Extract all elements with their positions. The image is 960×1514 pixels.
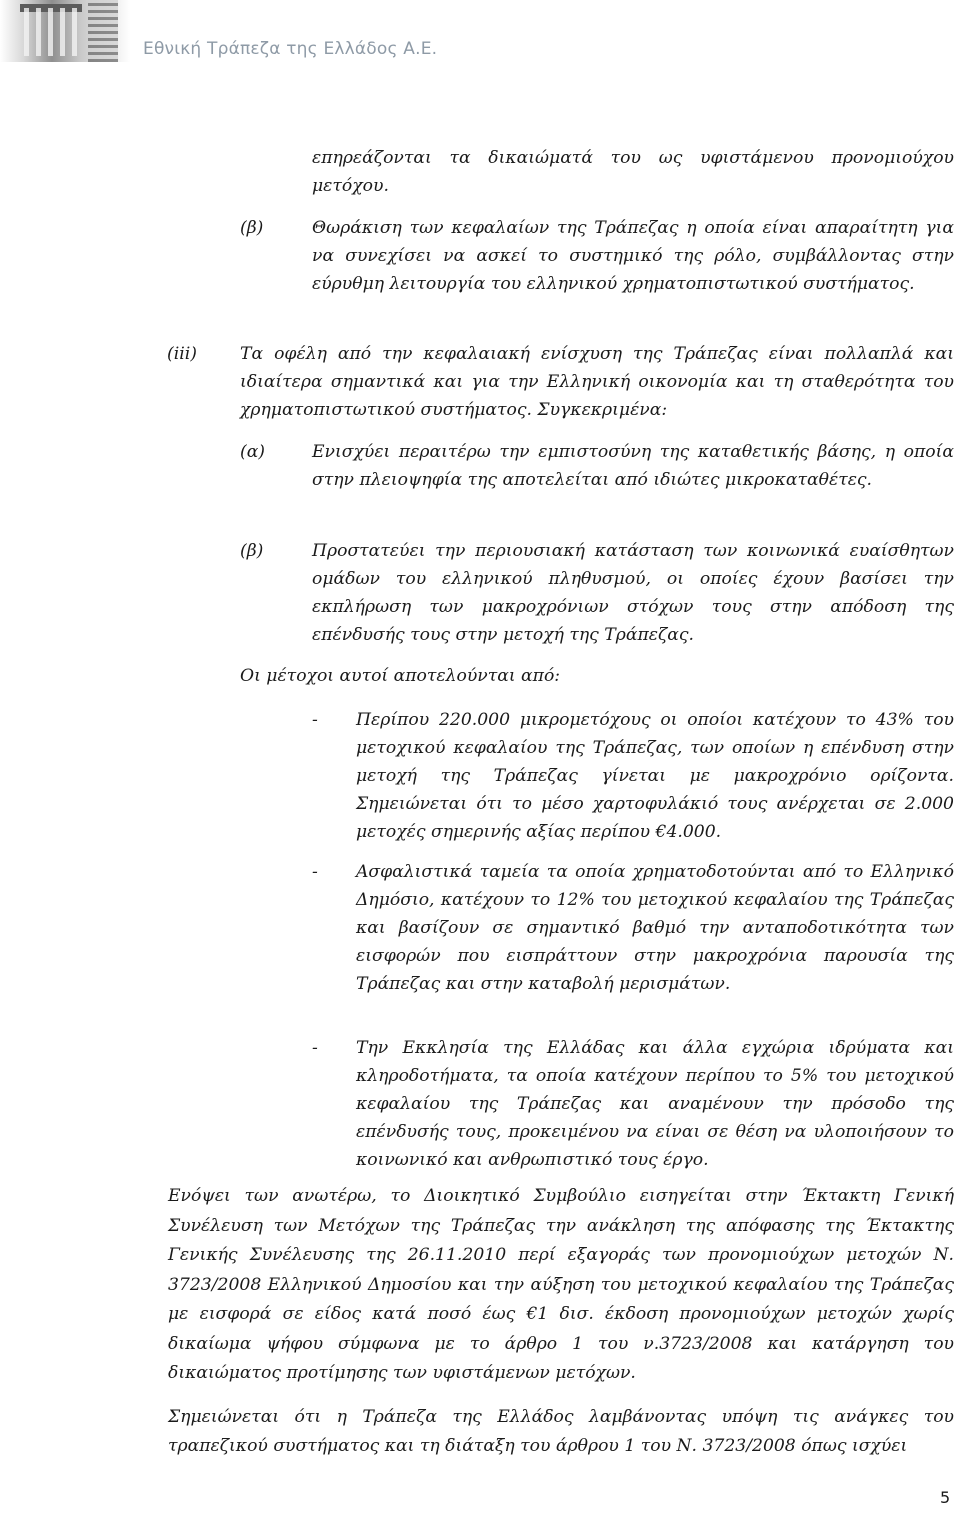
item-label-b1: (β) xyxy=(240,218,264,238)
item-label-a2: (α) xyxy=(240,442,266,462)
dash-marker-1: - xyxy=(312,710,318,730)
dash-marker-3: - xyxy=(312,1038,318,1058)
dash-marker-2: - xyxy=(312,862,318,882)
item-label-b2: (β) xyxy=(240,541,264,561)
item-text-iii: Τα οφέλη από την κεφαλαιακή ενίσχυση της Τράπεζας είναι πολλαπλά και ιδιαίτερα σημαντικά και για την Ελληνική οικονομία και τη σταθερότητα του χρηματοπιστωτικού συστήματος. Συγκεκριμένα: xyxy=(240,344,954,420)
item-text-b1: Θωράκιση των κεφαλαίων της Τράπεζας η οποία είναι απαραίτητη για να συνεχίσει να ασκεί το συστημικό της ρόλο, συμβάλλοντας στην εύρυθμη λειτουργία του ελληνικού χρηματοπιστωτικού συστήματος. xyxy=(312,218,954,294)
header-title: Εθνική Τράπεζα της Ελλάδος Α.Ε. xyxy=(143,39,438,59)
continuation-paragraph: επηρεάζονται τα δικαιώματά του ως υφιστάμενου προνομιούχου μετόχου. xyxy=(312,148,954,196)
list-item-church: Την Εκκλησία της Ελλάδας και άλλα εγχώρια ιδρύματα και κληροδοτήματα, τα οποία κατέχουν περίπου το 5% του μετοχικού κεφαλαίου της Τράπεζας και αναμένουν την πρόσοδο της επένδυσής τους, προκειμένου να είναι σε θέση να υλοποιήσουν το κοινωνικό και ανθρωπιστικό τους έργο. xyxy=(356,1038,954,1170)
list-item-small-shareholders: Περίπου 220.000 μικρομετόχους οι οποίοι κατέχουν το 43% του μετοχικού κεφαλαίου της Τράπεζας, των οποίων η επένδυση στην μετοχή της Τράπεζας γίνεται με μακροχρόνιο ορίζοντα. Σημειώνεται ότι το μέσο χαρτοφυλάκιό τους ανέρχεται σε 2.000 μετοχές σημερινής αξίας περίπου €4.000. xyxy=(356,710,954,842)
page-number: 5 xyxy=(940,1488,951,1507)
final-note-paragraph: Σημειώνεται ότι η Τράπεζα της Ελλάδος λαμβάνοντας υπόψη τις ανάγκες του τραπεζικού συστήματος και τη διάταξη του άρθρου 1 του Ν. 3723/2008 όπως ισχύει xyxy=(168,1407,954,1456)
holders-intro: Οι μέτοχοι αυτοί αποτελούνται από: xyxy=(240,666,561,686)
item-label-iii: (iii) xyxy=(167,344,197,364)
item-text-a2: Ενισχύει περαιτέρω την εμπιστοσύνη της καταθετικής βάσης, η οποία στην πλειοψηφία της αποτελείται από ιδιώτες μικροκαταθέτες. xyxy=(312,442,954,490)
list-item-insurance-funds: Ασφαλιστικά ταμεία τα οποία χρηματοδοτούνται από το Ελληνικό Δημόσιο, κατέχουν το 12% του μετοχικού κεφαλαίου της Τράπεζας και βασίζουν σε σημαντικό βαθμό την ανταποδοτικότητα των εισφορών που εισπράττουν στην μακροχρόνια παρουσία της Τράπεζας και στην καταβολή μερισμάτων. xyxy=(356,862,954,994)
conclusion-paragraph: Ενόψει των ανωτέρω, το Διοικητικό Συμβούλιο εισηγείται στην Έκτακτη Γενική Συνέλευση των Μετόχων της Τράπεζας την ανάκληση της απόφασης της Έκτακτης Γενικής Συνέλευσης της 26.11.2010 περί εξαγοράς των προνομιούχων μετοχών Ν. 3723/2008 Ελληνικού Δημοσίου και την αύξηση του μετοχικού κεφαλαίου της Τράπεζας με εισφορά σε είδος κατά ποσό έως €1 δισ. έκδοση προνομιούχων μετοχών χωρίς δικαίωμα ψήφου σύμφωνα με το άρθρο 1 του ν.3723/2008 και κατάργηση του δικαιώματος προτίμησης των υφιστάμενων μετόχων. xyxy=(168,1186,954,1383)
item-text-b2: Προστατεύει την περιουσιακή κατάσταση των κοινωνικά ευαίσθητων ομάδων του ελληνικού πληθυσμού, οι οποίες έχουν βασίσει την εκπλήρωση των μακροχρόνιων στόχων τους στην απόδοση της επένδυσής τους στην μετοχή της Τράπεζας. xyxy=(312,541,954,645)
